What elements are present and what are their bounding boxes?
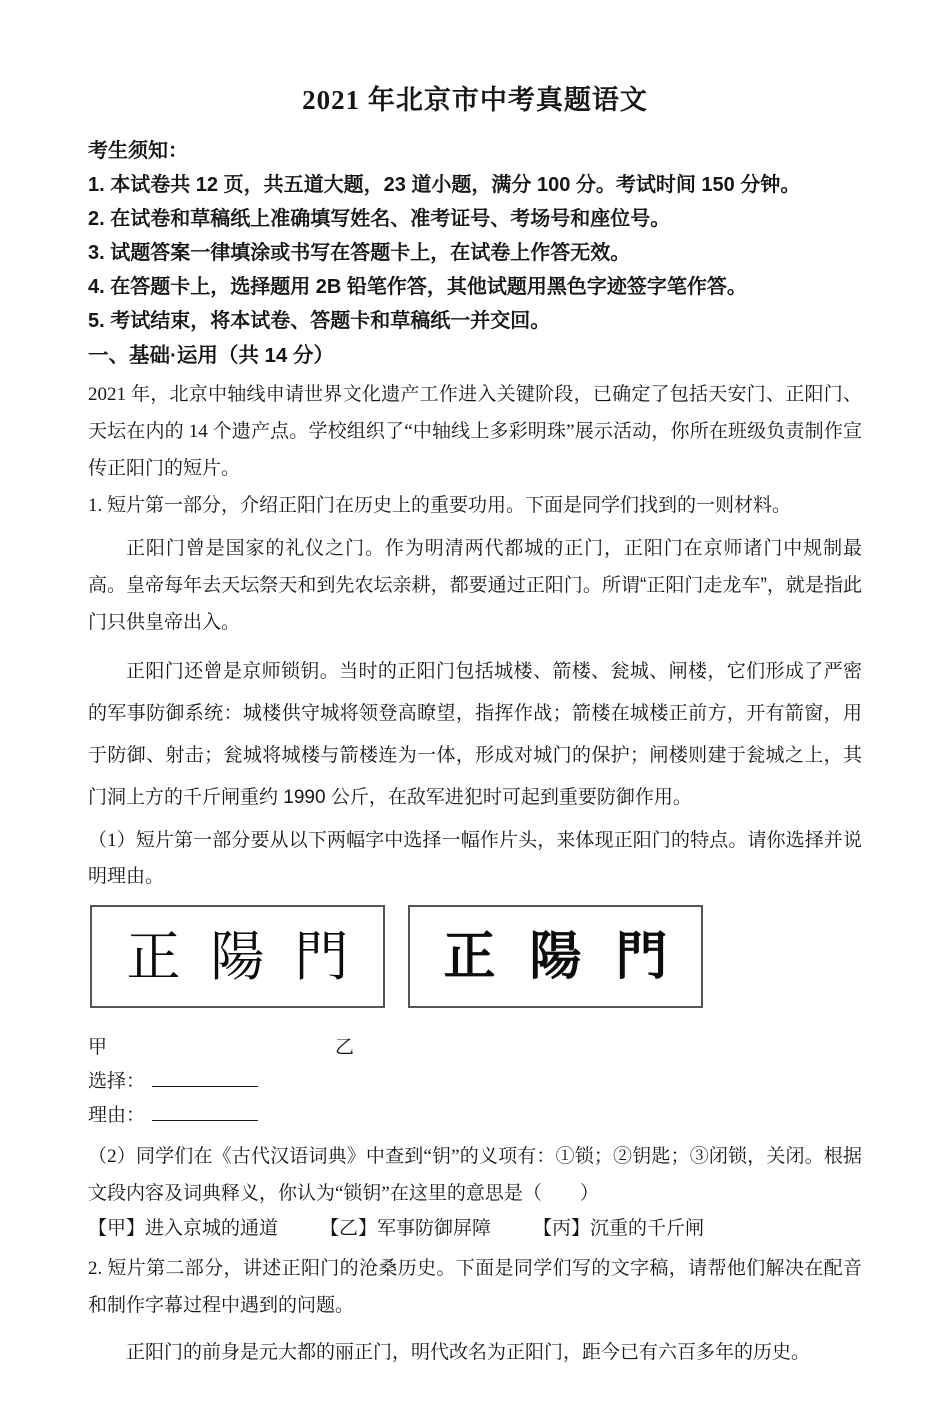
notice-item-4: 4. 在答题卡上，选择题用 2B 铅笔作答，其他试题用黑色字迹签字笔作答。	[88, 276, 747, 298]
question1-part2-prompt: （2）同学们在《古代汉语词典》中查到“钥”的义项有：①锁；②钥匙；③闭锁，关闭。根据文段内容及词典释义，你认为“锁钥”在这里的意思是（ ）	[88, 1146, 862, 1204]
option-jia: 【甲】进入京城的通道	[88, 1218, 279, 1239]
notice-item-5: 5. 考试结束，将本试卷、答题卡和草稿纸一并交回。	[88, 310, 551, 332]
question2-lead: 2. 短片第二部分，讲述正阳门的沧桑历史。下面是同学们写的文字稿，请帮他们解决在配音和制作字幕过程中遇到的问题。	[88, 1258, 862, 1316]
page-title: 2021 年北京市中考真题语文	[302, 85, 648, 115]
calligraphy-text-yi: 正陽門	[443, 925, 702, 987]
label-yi: 乙	[335, 1037, 355, 1058]
exam-paper-page	[0, 84, 950, 1428]
question1-lead: 1. 短片第一部分，介绍正阳门在历史上的重要功用。下面是同学们找到的一则材料。	[88, 495, 792, 516]
calligraphy-box-yi	[408, 905, 703, 1008]
section-heading: 一、基础·运用（共 14 分）	[88, 344, 335, 367]
reason-row	[88, 1104, 862, 1128]
notice-heading: 考生须知：	[88, 140, 188, 162]
material-paragraph-1: 正阳门曾是国家的礼仪之门。作为明清两代都城的正门，正阳门在京师诸门中规制最高。皇帝每年去天坛祭天和到先农坛亲耕，都要通过正阳门。所谓“正阳门走龙车”，就是指此门只供皇帝出入。	[88, 538, 862, 633]
calligraphy-box-jia	[90, 905, 385, 1008]
calligraphy-text-jia: 正陽門	[126, 924, 379, 988]
question1-part1-prompt: （1）短片第一部分要从以下两幅字中选择一幅作片头，来体现正阳门的特点。请你选择并说明理由。	[88, 830, 862, 887]
section-intro-paragraph: 2021 年，北京中轴线申请世界文化遗产工作进入关键阶段，已确定了包括天安门、正阳门、天坛在内的 14 个遗产点。学校组织了“中轴线上多彩明珠”展示活动，你所在班级负责制作宣传正阳门的短片。	[88, 384, 862, 479]
choose-blank-line	[152, 1071, 258, 1087]
script-paragraph: 正阳门的前身是元大都的丽正门，明代改名为正阳门，距今已有六百多年的历史。	[126, 1342, 811, 1363]
notice-list	[88, 168, 862, 338]
choose-field-label: 选择：	[88, 1071, 146, 1092]
calligraphy-labels-row	[88, 1036, 862, 1060]
notice-item-1: 1. 本试卷共 12 页，共五道大题，23 道小题，满分 100 分。考试时间 150 分钟。	[88, 174, 801, 196]
question1-part2-options	[88, 1212, 862, 1246]
notice-item-2: 2. 在试卷和草稿纸上准确填写姓名、准考证号、考场号和座位号。	[88, 208, 671, 230]
choose-row	[88, 1070, 862, 1094]
label-jia: 甲	[88, 1037, 108, 1058]
option-bing: 【丙】沉重的千斤闸	[533, 1218, 705, 1239]
notice-item-3: 3. 试题答案一律填涂或书写在答题卡上，在试卷上作答无效。	[88, 242, 631, 264]
calligraphy-row	[90, 905, 862, 1008]
option-yi: 【乙】军事防御屏障	[320, 1218, 492, 1239]
material-paragraph-2: 正阳门还曾是京师锁钥。当时的正阳门包括城楼、箭楼、瓮城、闸楼，它们形成了严密的军事防御系统：城楼供守城将领登高瞭望，指挥作战；箭楼在城楼正前方，开有箭窗，用于防御、射击；瓮城将城楼与箭楼连为一体，形成对城门的保护；闸楼则建于瓮城之上，其门洞上方的千斤闸重约 1990 公斤，在敌军进犯时可起到重要防御作用。	[88, 661, 862, 808]
reason-field-label: 理由：	[88, 1105, 146, 1126]
reason-blank-line	[152, 1105, 258, 1121]
